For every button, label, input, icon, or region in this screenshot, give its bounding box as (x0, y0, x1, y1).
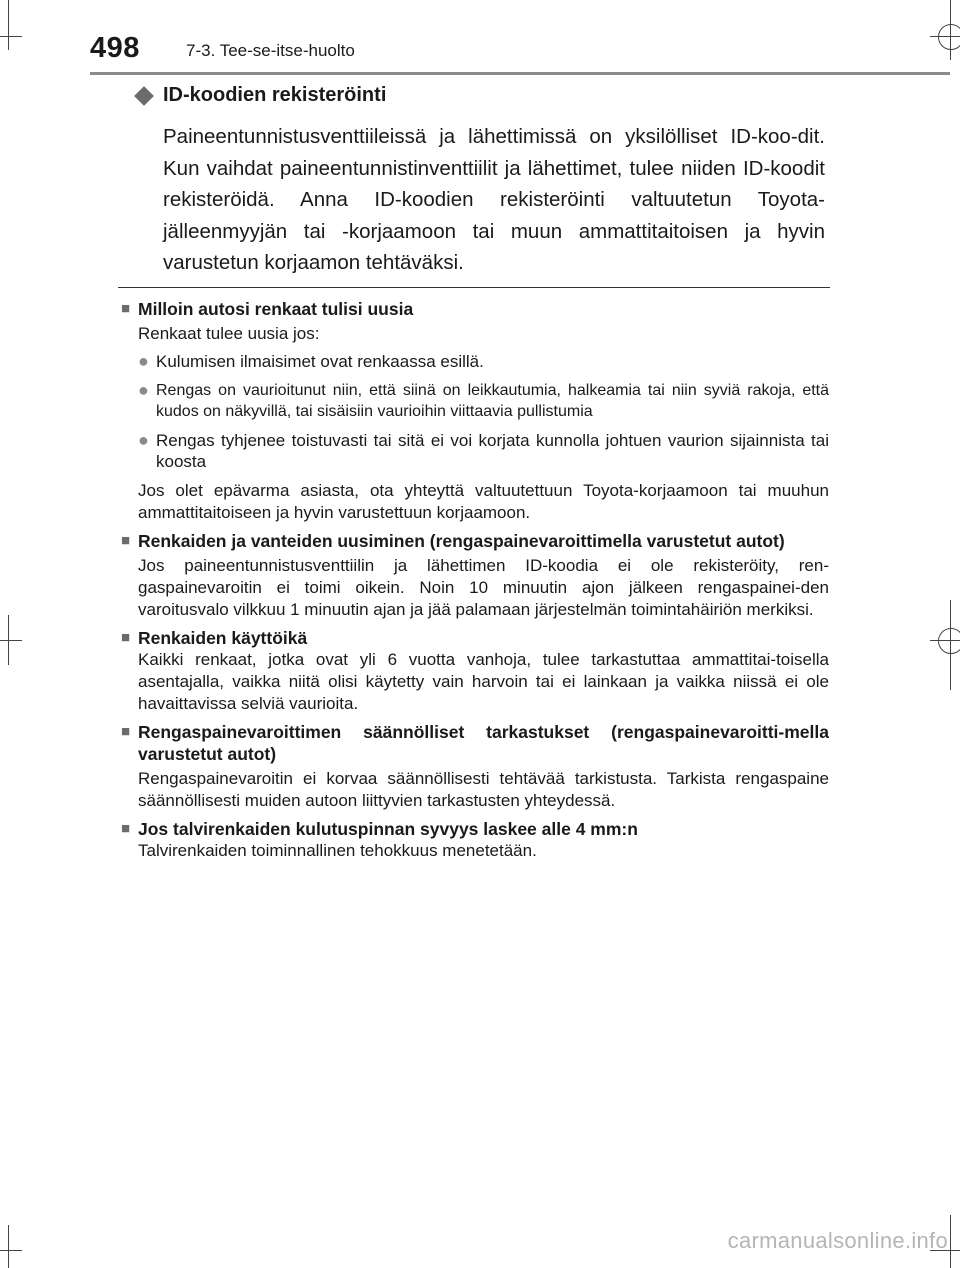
header-rule (90, 72, 950, 75)
list-item: ● Rengas on vaurioitunut niin, että siinä on leikkautumia, halkeamia tai niin syviä rakoja, että kudos on näkyvillä, tai sisäisiin vaurioihin viittaavia pullistumia (138, 380, 829, 420)
list-item: ● Rengas tyhjenee toistuvasti tai sitä ei voi korjata kunnolla johtuen vaurion sijainnista tai koosta (138, 430, 829, 471)
notes-list (121, 298, 829, 868)
crop-mark (0, 36, 22, 37)
section-label: 7-3. Tee-se-itse-huolto (186, 41, 355, 60)
crop-mark (950, 1215, 951, 1268)
crop-mark (8, 615, 9, 665)
crop-mark (8, 1225, 9, 1268)
section-divider (118, 287, 830, 288)
subsection-title: ID-koodien rekisteröinti (163, 84, 387, 106)
subsection-heading (133, 84, 386, 107)
note-title: ■ Renkaiden käyttöikä (121, 628, 308, 648)
note-title: ■ Milloin autosi renkaat tulisi uusia (121, 299, 414, 319)
crop-mark (8, 0, 9, 50)
square-icon: ■ (121, 629, 131, 646)
note-intro: Renkaat tulee uusia jos: (138, 324, 320, 343)
square-icon: ■ (121, 532, 131, 549)
note-body: Jos paineentunnistusventtiilin ja lähettimen ID-koodia ei ole rekisteröity, ren-gaspainevaroitin ei toimi oikein. Noin 10 minuutin ajon jälkeen rengaspainei-den varoitusvalo vilkkuu 1 minuutin ajan ja jää palamaan järjestelmän toimintahäiriön merkiksi. (138, 556, 829, 619)
list-item: ● Kulumisen ilmaisimet ovat renkaassa esillä. (138, 351, 484, 371)
diamond-icon (134, 86, 154, 106)
note-body: Talvirenkaiden toiminnallinen tehokkuus menetetään. (138, 841, 537, 860)
note-title: ■ Jos talvirenkaiden kulutuspinnan syvyys laskee alle 4 mm:n (121, 819, 638, 839)
watermark: carmanualsonline.info (727, 1228, 948, 1253)
subsection-text: Paineentunnistusventtiileissä ja lähettimissä on yksilölliset ID-koo-dit. Kun vaihdat paineentunnistinventtiilit ja lähettimet, tulee niiden ID-koodit rekisteröidä. Anna ID-koodien rekisteröinti valtuutetun Toyota-jälleenmyyjän tai -korjaamoon tai muun ammattitaitoisen ja hyvin varustetun korjaamon tehtäväksi. (163, 125, 825, 274)
note-item (121, 721, 829, 812)
page-header (90, 30, 950, 76)
crop-mark (0, 1250, 22, 1251)
registration-mark-icon (938, 628, 960, 654)
note-body: Kaikki renkaat, jotka ovat yli 6 vuotta vanhoja, tulee tarkastuttaa ammattitai-toisella asentajalla, vaikka niitä olisi käytetty vain harvoin tai ei lainkaan ja vaikka niissä ei ole havaittavissa selviä vaurioita. (138, 650, 829, 713)
note-item (121, 530, 829, 621)
bullet-dot-icon: ● (138, 380, 149, 400)
crop-mark (0, 640, 22, 641)
square-icon: ■ (121, 300, 131, 317)
square-icon: ■ (121, 723, 131, 740)
bullet-dot-icon: ● (138, 351, 149, 371)
page-number: 498 (90, 32, 140, 64)
note-title: ■ Rengaspainevaroittimen säännölliset tarkastukset (rengaspainevaroitti-mella varustetut autot) (121, 722, 829, 764)
note-item (121, 627, 829, 715)
square-icon: ■ (121, 820, 131, 837)
note-item (121, 818, 829, 862)
note-title: ■ Renkaiden ja vanteiden uusiminen (rengaspainevaroittimella varustetut autot) (121, 531, 785, 551)
note-body: Rengaspainevaroitin ei korvaa säännöllisesti tehtävää tarkistusta. Tarkista rengaspaine säännöllisesti muiden autoon liittyvien tarkastusten yhteydessä. (138, 769, 829, 810)
bullet-dot-icon: ● (138, 430, 149, 450)
note-outro: Jos olet epävarma asiasta, ota yhteyttä valtuutettuun Toyota-korjaamoon tai muuhun ammattitaitoiseen ja hyvin varustettuun korjaamoon. (138, 481, 829, 522)
note-body (138, 323, 829, 524)
note-item (121, 298, 829, 524)
